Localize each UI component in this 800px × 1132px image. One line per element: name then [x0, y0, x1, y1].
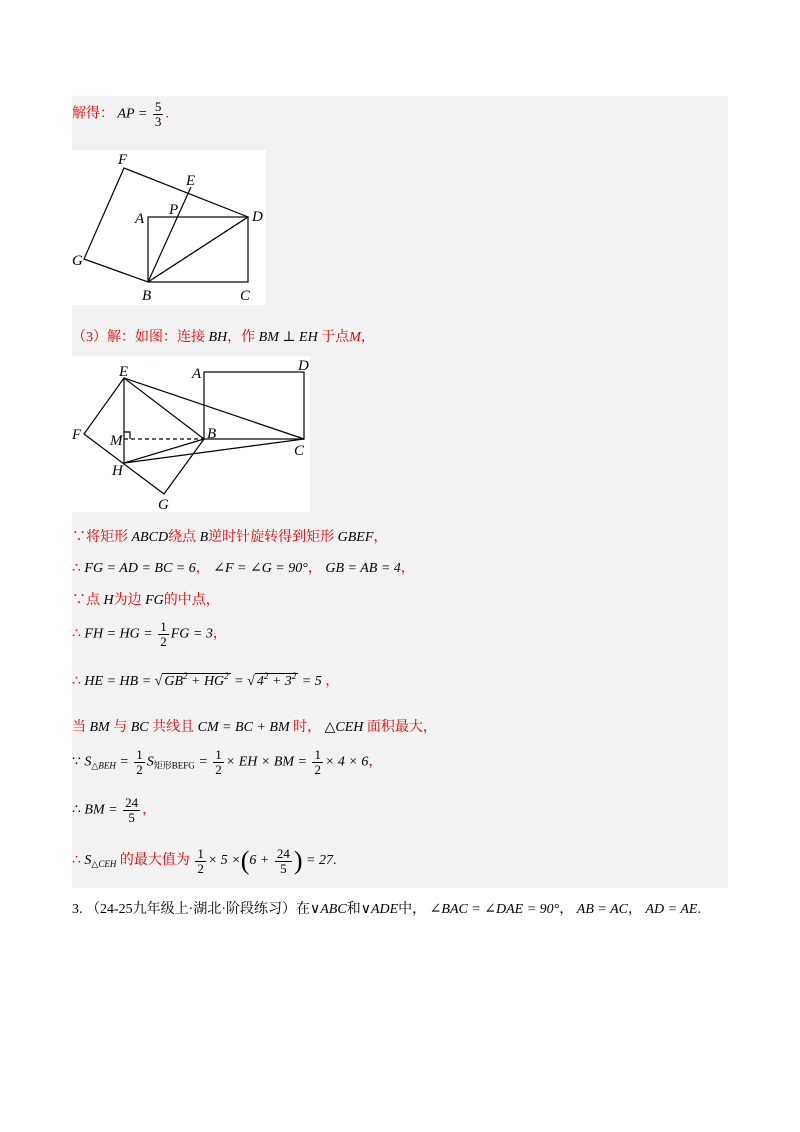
step-7: ∵ $S_{\triangle BEH}$ = $\frac{1}{2}$ $S_{矩形BEFG}$ = $\frac{1}{2}$ × EH × BM = $\frac{1}{2}$ × 4 × 6，: [72, 747, 383, 777]
rectangle-abcd: [204, 372, 304, 439]
label-f: F: [118, 152, 128, 168]
step-8: ∴ BM = $\frac{24}{5}$ ，: [72, 795, 157, 825]
part3-line: （3）解：如图：连接 BH，作 BM ⊥ EH 于点M，: [72, 330, 375, 345]
right-angle-mark: [124, 432, 130, 439]
fraction-1-2: $\frac{1}{2}$: [160, 619, 167, 649]
ap-lhs: AP =: [117, 106, 148, 122]
segment-hb: [124, 439, 204, 463]
fraction-24-5: $\frac{24}{5}$: [125, 795, 139, 825]
step-3: ∵点 H为边 FG的中点，: [72, 593, 220, 608]
label-g: G: [72, 253, 83, 269]
label-d: D: [298, 358, 309, 374]
label-d: D: [252, 209, 263, 225]
step-5: ∴ HE = HB = √ $GB^2 + HG^2$ = √ $4^2 + 3^2 = 5$ ，: [72, 671, 340, 689]
question-number: 3.: [72, 902, 83, 917]
geometry-figure-2: [72, 356, 310, 512]
label-c: C: [240, 288, 251, 304]
square-gbef: [84, 168, 248, 282]
step-6: 当 BM 与 BC 共线且 CM = BC + BM 时， △CEH 面积最大，: [72, 720, 437, 735]
solve-line: 解得： AP = $\frac{5}{3}$ .: [72, 99, 169, 129]
label-b: B: [207, 426, 217, 442]
question-3: 3. （24-25九年级上·湖北·阶段练习）在∨ABC和∨ADE中， ∠BAC = ∠DAE = 90°， AB = AC， AD = AE.: [72, 902, 701, 917]
step-4: ∴ FH = HG = $\frac{1}{2}$ FG = 3，: [72, 619, 227, 649]
question-source: （24-25九年级上·湖北·阶段练习）在: [86, 902, 310, 917]
label-a: A: [135, 211, 145, 227]
label-m: M: [110, 433, 123, 449]
segment-hc: [124, 439, 304, 463]
fraction-5-3: $\frac{5}{3}$: [154, 99, 162, 129]
label-g: G: [158, 497, 169, 512]
label-a: A: [192, 366, 202, 382]
label-c: C: [294, 443, 305, 459]
solve-prefix: 解得：: [72, 106, 114, 122]
label-h: H: [112, 463, 123, 479]
label-b: B: [142, 288, 152, 304]
he-hb-equation: HE = HB = √ $GB^2 + HG^2$ = √ $4^2 + 3^2 = 5$: [84, 671, 322, 689]
geometry-figure-1: [72, 150, 266, 305]
rectangle-gbef: [84, 378, 204, 494]
label-e: E: [186, 173, 196, 189]
label-f: F: [72, 427, 82, 443]
label-e: E: [119, 364, 129, 380]
label-p: P: [169, 202, 179, 218]
step-2: ∴ FG = AD = BC = 6， ∠F = ∠G = 90°， GB = AB = 4，: [72, 561, 415, 576]
step-9: ∴ $S_{\triangle CEH}$ 的最大值为 $\frac{1}{2}$ × 5 ×(6 + $\frac{24}{5}$ ) = 27.: [72, 845, 337, 876]
step-1: ∵将矩形 ABCD绕点 B逆时针旋转得到矩形 GBEF，: [72, 530, 388, 545]
